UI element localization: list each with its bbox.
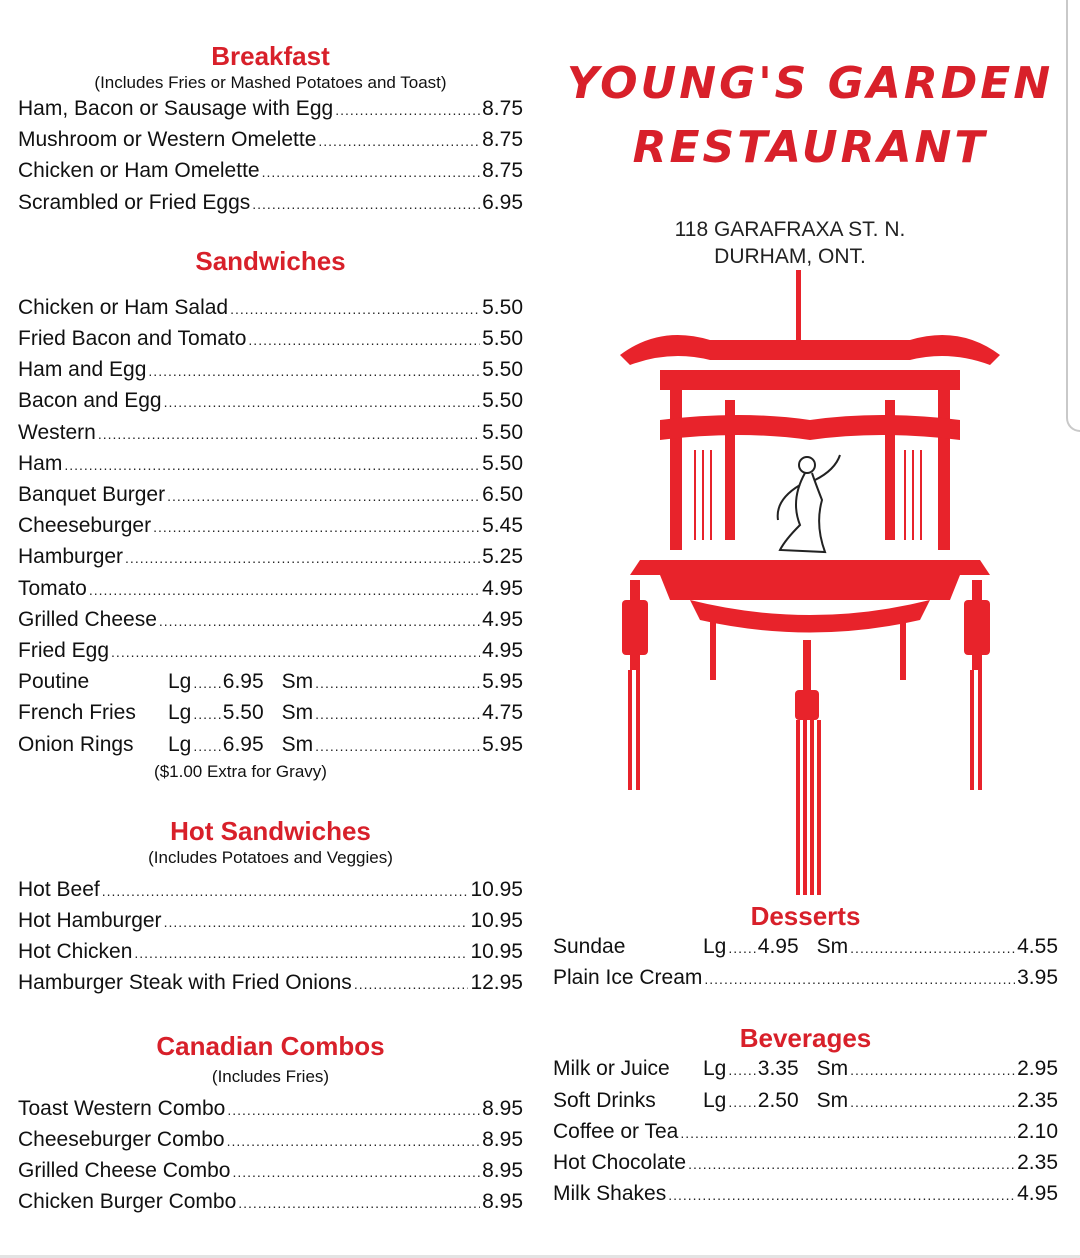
menu-item-row	[18, 542, 523, 573]
sized-menu-item-row	[553, 1086, 1058, 1117]
small-size-label: Sm	[816, 1057, 849, 1081]
section-note: (Includes Fries)	[211, 1066, 330, 1086]
dot-leader	[335, 95, 480, 125]
large-size-label: Lg	[703, 1057, 727, 1081]
menu-item-price: 5.50	[482, 327, 523, 351]
small-size-price: 4.55	[1017, 935, 1058, 958]
small-size-label: Sm	[281, 732, 314, 756]
menu-item-price: 5.50	[482, 451, 523, 475]
large-size-price: 6.95	[222, 670, 264, 694]
sized-menu-item-row	[18, 667, 523, 698]
menu-item-name: Mushroom or Western Omelette	[18, 128, 317, 152]
desserts-section	[553, 900, 1058, 994]
small-size-price: 5.95	[482, 670, 523, 694]
dot-leader	[262, 157, 481, 187]
menu-item-price: 8.75	[482, 97, 523, 120]
menu-item-price: 5.50	[482, 420, 523, 444]
menu-item-price: 3.95	[1017, 966, 1058, 990]
menu-item-row	[18, 386, 523, 417]
gravy-note: ($1.00 Extra for Gravy)	[154, 761, 327, 781]
menu-item-row	[18, 605, 523, 636]
menu-item-name: Grilled Cheese	[18, 607, 157, 631]
menu-item-row	[18, 636, 523, 667]
small-size-label: Sm	[281, 701, 314, 725]
dot-leader	[227, 1126, 481, 1156]
menu-item-row	[18, 94, 523, 125]
dot-leader	[167, 481, 480, 511]
item-list	[18, 94, 523, 219]
menu-item-price: 4.95	[1017, 1182, 1058, 1206]
small-size-price: 2.95	[1017, 1057, 1058, 1081]
sized-menu-item-row	[18, 698, 523, 729]
dot-leader	[248, 325, 480, 355]
sandwiches-section	[18, 245, 523, 783]
menu-item-name: Fried Egg	[18, 639, 110, 663]
large-size-price: 4.95	[757, 935, 799, 958]
dot-leader	[850, 1087, 1015, 1117]
menu-item-row	[18, 1156, 523, 1187]
menu-item-price: 10.95	[470, 877, 523, 901]
menu-item-name: Chicken Burger Combo	[18, 1190, 237, 1214]
menu-item-price: 4.95	[482, 576, 523, 600]
dot-leader	[193, 668, 220, 698]
dot-leader	[164, 387, 481, 417]
dot-leader	[125, 543, 480, 573]
menu-item-name: Plain Ice Cream	[553, 966, 703, 990]
item-list	[18, 875, 523, 1000]
menu-item-name: French Fries	[18, 701, 136, 725]
item-list	[18, 293, 523, 667]
dot-leader	[728, 933, 755, 963]
address-city: DURHAM, ONT.	[714, 245, 866, 268]
dot-leader	[193, 699, 220, 729]
item-list	[18, 1094, 523, 1219]
menu-item-name: Hot Hamburger	[18, 909, 162, 933]
dot-leader	[315, 699, 480, 729]
menu-item-row	[18, 324, 523, 355]
menu-item-row	[18, 968, 523, 999]
section-title: Sandwiches	[195, 245, 346, 276]
menu-item-row	[18, 418, 523, 449]
menu-item-price: 8.75	[482, 128, 523, 152]
large-size-label: Lg	[168, 701, 192, 725]
restaurant-name-line2: RESTAURANT	[632, 122, 988, 173]
left-column	[18, 40, 523, 1218]
dot-leader	[318, 126, 480, 156]
item-list	[553, 963, 1058, 994]
section-title: Beverages	[739, 1023, 872, 1054]
menu-item-row	[18, 293, 523, 324]
beverages-section	[553, 1022, 1058, 1210]
dot-leader	[193, 731, 220, 761]
menu-item-row	[18, 1125, 523, 1156]
menu-item-row	[18, 875, 523, 906]
menu-item-price: 8.95	[482, 1096, 523, 1120]
menu-item-row	[18, 574, 523, 605]
menu-item-name: Soft Drinks	[553, 1088, 656, 1112]
menu-item-price: 4.95	[482, 639, 523, 663]
sized-item-list	[18, 667, 523, 761]
dot-leader	[850, 1055, 1015, 1085]
menu-item-row	[18, 511, 523, 542]
restaurant-name-line1: YOUNG'S GARDEN	[566, 58, 1054, 109]
large-size-label: Lg	[168, 670, 192, 694]
dot-leader	[232, 1157, 480, 1187]
dot-leader	[148, 356, 480, 386]
large-size-price: 3.35	[757, 1057, 799, 1081]
small-size-label: Sm	[816, 935, 849, 958]
menu-item-name: Cheeseburger	[18, 514, 152, 538]
menu-item-price: 8.75	[482, 159, 523, 183]
menu-item-row	[553, 1179, 1058, 1210]
dot-leader	[728, 1087, 755, 1117]
menu-item-price: 10.95	[470, 909, 523, 933]
menu-item-name: Ham, Bacon or Sausage with Egg	[18, 97, 334, 120]
dot-leader	[134, 938, 468, 968]
menu-item-name: Milk or Juice	[553, 1057, 670, 1081]
menu-item-row	[18, 480, 523, 511]
menu-item-name: Bacon and Egg	[18, 389, 162, 413]
section-title: Desserts	[750, 901, 861, 931]
small-size-price: 5.95	[482, 732, 523, 756]
menu-item-name: Hot Chocolate	[553, 1151, 687, 1175]
menu-item-price: 5.50	[482, 295, 523, 319]
menu-item-name: Chicken or Ham Salad	[18, 295, 229, 319]
menu-item-name: Toast Western Combo	[18, 1096, 226, 1120]
dot-leader	[153, 512, 480, 542]
section-title: Breakfast	[211, 41, 330, 71]
large-size-price: 6.95	[222, 732, 264, 756]
menu-item-price: 5.50	[482, 358, 523, 382]
menu-item-price: 2.35	[1017, 1151, 1058, 1175]
menu-item-row	[18, 1187, 523, 1218]
large-size-price: 5.50	[222, 701, 264, 725]
dot-leader	[64, 450, 480, 480]
sized-item-list	[553, 932, 1058, 963]
dot-leader	[89, 575, 480, 605]
menu-item-name: Chicken or Ham Omelette	[18, 159, 260, 183]
dot-leader	[315, 668, 480, 698]
menu-item-row	[553, 1148, 1058, 1179]
menu-item-name: Hot Chicken	[18, 940, 133, 964]
menu-item-row	[18, 125, 523, 156]
menu-item-name: Milk Shakes	[553, 1182, 667, 1206]
menu-item-name: Scrambled or Fried Eggs	[18, 190, 251, 214]
menu-item-name: Hamburger Steak with Fried Onions	[18, 971, 352, 995]
menu-item-name: Onion Rings	[18, 732, 134, 756]
large-size-label: Lg	[168, 732, 192, 756]
menu-item-name: Tomato	[18, 576, 87, 600]
chinese-lantern-illustration	[600, 270, 1020, 900]
menu-item-name: Western	[18, 420, 96, 444]
dot-leader	[728, 1055, 755, 1085]
menu-item-name: Cheeseburger Combo	[18, 1127, 225, 1151]
hot-sandwiches-section	[18, 815, 523, 1000]
menu-item-name: Banquet Burger	[18, 483, 166, 507]
large-size-price: 2.50	[757, 1088, 799, 1112]
menu-item-price: 8.95	[482, 1159, 523, 1183]
restaurant-name	[560, 52, 1060, 180]
menu-item-row	[18, 156, 523, 187]
menu-item-row	[18, 937, 523, 968]
menu-item-name: Fried Bacon and Tomato	[18, 327, 247, 351]
menu-item-row	[553, 963, 1058, 994]
menu-item-name: Grilled Cheese Combo	[18, 1159, 231, 1183]
menu-item-price: 8.95	[482, 1127, 523, 1151]
item-list	[553, 1117, 1058, 1211]
canadian-combos-section	[18, 1030, 523, 1219]
right-lower-column	[553, 900, 1058, 1210]
menu-item-row	[553, 1117, 1058, 1148]
small-size-price: 2.35	[1017, 1088, 1058, 1112]
sized-menu-item-row	[553, 932, 1058, 963]
small-size-label: Sm	[281, 670, 314, 694]
menu-item-price: 10.95	[470, 940, 523, 964]
dot-leader	[111, 637, 480, 667]
menu-item-price: 5.25	[482, 545, 523, 569]
section-note: (Includes Potatoes and Veggies)	[148, 847, 393, 867]
large-size-label: Lg	[703, 935, 727, 958]
menu-item-price: 4.95	[482, 607, 523, 631]
menu-item-name: Ham and Egg	[18, 358, 147, 382]
sized-menu-item-row	[18, 730, 523, 761]
address-street: 118 GARAFRAXA ST. N.	[674, 218, 906, 241]
dot-leader	[164, 907, 469, 937]
menu-item-name: Sundae	[553, 935, 626, 958]
menu-item-price: 6.95	[482, 190, 523, 214]
menu-item-name: Poutine	[18, 670, 90, 694]
address	[560, 216, 1020, 270]
dot-leader	[315, 731, 480, 761]
menu-item-row	[18, 1094, 523, 1125]
menu-item-row	[18, 188, 523, 219]
dot-leader	[98, 419, 480, 449]
section-note: (Includes Fries or Mashed Potatoes and Toast)	[94, 73, 447, 92]
menu-item-price: 2.10	[1017, 1119, 1058, 1143]
small-size-label: Sm	[816, 1088, 849, 1112]
menu-item-name: Hamburger	[18, 545, 124, 569]
menu-item-name: Coffee or Tea	[553, 1119, 679, 1143]
scroll-edge-tab[interactable]	[1066, 0, 1080, 432]
dot-leader	[688, 1149, 1015, 1179]
menu-item-row	[18, 355, 523, 386]
breakfast-section	[18, 40, 523, 219]
dot-leader	[704, 964, 1015, 994]
menu-item-price: 5.45	[482, 514, 523, 538]
sized-item-list	[553, 1054, 1058, 1116]
dot-leader	[850, 933, 1015, 963]
dot-leader	[252, 189, 480, 219]
section-title: Hot Sandwiches	[170, 815, 371, 846]
menu-item-price: 12.95	[470, 971, 523, 995]
menu-item-name: Ham	[18, 451, 63, 475]
dot-leader	[354, 969, 469, 999]
menu-item-name: Hot Beef	[18, 877, 100, 901]
dot-leader	[227, 1095, 480, 1125]
large-size-label: Lg	[703, 1088, 727, 1112]
small-size-price: 4.75	[482, 701, 523, 725]
dot-leader	[102, 876, 469, 906]
menu-item-row	[18, 449, 523, 480]
dot-leader	[238, 1188, 480, 1218]
menu-item-price: 8.95	[482, 1190, 523, 1214]
sized-menu-item-row	[553, 1054, 1058, 1085]
menu-item-row	[18, 906, 523, 937]
dot-leader	[680, 1118, 1015, 1148]
dot-leader	[159, 606, 480, 636]
dot-leader	[668, 1180, 1015, 1210]
menu-item-price: 6.50	[482, 483, 523, 507]
section-title: Canadian Combos	[156, 1030, 385, 1061]
dot-leader	[230, 294, 480, 324]
menu-item-price: 5.50	[482, 389, 523, 413]
